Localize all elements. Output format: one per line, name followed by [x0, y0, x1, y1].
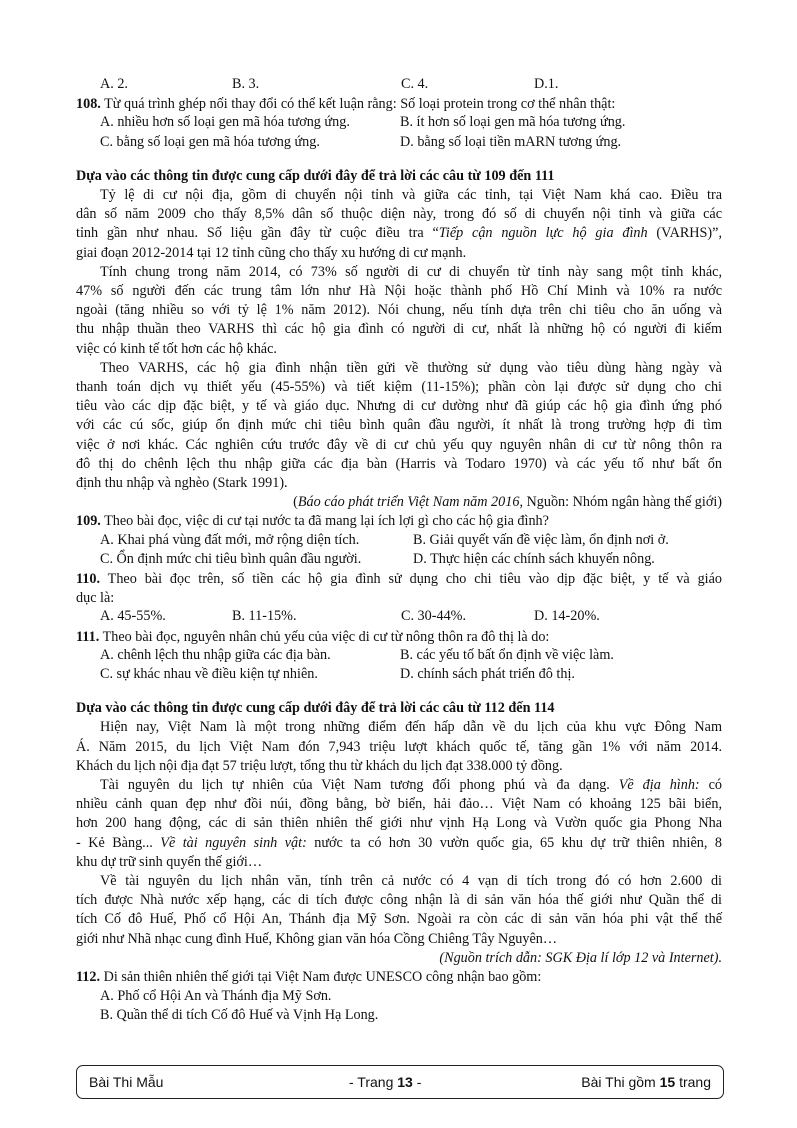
- q109-option-d[interactable]: D. Thực hiện các chính sách khuyến nông.: [413, 550, 655, 567]
- q107-options: [76, 76, 722, 95]
- q109-stem: [76, 512, 722, 531]
- passage1-line: Tỷ lệ di cư nội địa, gồm di chuyển nội tỉnh và giữa các tỉnh, tại Việt Nam khá cao. Điều tra: [100, 186, 722, 203]
- q110-option-d[interactable]: D. 14-20%.: [534, 608, 600, 625]
- section2-source: [76, 949, 722, 968]
- passage1-line: việc có kinh tế tốt hơn các hộ khác.: [76, 340, 277, 357]
- q107-option-b[interactable]: B. 3.: [232, 76, 260, 92]
- passage1-line: thu nhập thuần theo VARHS thì các hộ gia đình có người di cư, nhất là những hộ có người đi kiếm: [76, 321, 722, 338]
- section2-passage: [76, 718, 722, 968]
- topic-label: Về tài nguyên sinh vật:: [160, 834, 307, 851]
- passage2-line: tích Cố đô Huế, Phố cổ Hội An, Thánh địa Mỹ Sơn. Ngoài ra còn các di sản văn hóa phi vật thể thế: [76, 911, 722, 928]
- text-span: có: [699, 776, 722, 793]
- q109-option-a[interactable]: A. Khai phá vùng đất mới, mở rộng diện tích.: [100, 531, 360, 548]
- q110-stem: [76, 570, 722, 589]
- q107-option-a[interactable]: A. 2.: [100, 76, 128, 92]
- passage1-line: thanh toán dịch vụ thiết yếu (45-55%) và tiết kiệm (11-15%); phần còn lại được sử dụng cho chi: [76, 379, 722, 395]
- text-span: Tài nguyên du lịch tự nhiên của Việt Nam tương đối phong phú và đa dạng.: [100, 776, 619, 793]
- passage1-line: Tính chung trong năm 2014, có 73% số người di cư di chuyển từ tỉnh này sang một tỉnh khác,: [100, 263, 722, 280]
- text-span: Bài Thi gồm: [581, 1074, 660, 1090]
- passage2-line: Khách du lịch nội địa đạt 57 triệu lượt, tổng thu từ khách du lịch đạt 338.000 tỷ đồng.: [76, 757, 563, 774]
- q108-option-b[interactable]: B. ít hơn số loại gen mã hóa tương ứng.: [400, 114, 626, 131]
- text-span: , Nguồn: Nhóm ngân hàng thế giới): [519, 494, 722, 511]
- exam-page: [76, 76, 722, 1026]
- source-title: Báo cáo phát triển Việt Nam năm 2016: [297, 494, 520, 511]
- q109-text: Theo bài đọc, việc di cư tại nước ta đã mang lại ích lợi gì cho các hộ gia đình?: [104, 513, 549, 530]
- passage1-line: 47% số người đến các trung tâm lớn như Hà Nội hoặc thành phố Hồ Chí Minh và 10% ra nước: [76, 282, 722, 299]
- text-span: (: [293, 494, 298, 511]
- passage1-line: việc ở nơi khác. Các nghiên cứu trước đây về di cư chủ yếu quy nguyên nhân di cư từ nông thôn ra: [76, 436, 722, 453]
- text-span: nước ta có hơn 30 vườn quốc gia, 65 khu dự trữ thiên nhiên, 8: [306, 834, 722, 851]
- q110-number: 110.: [76, 571, 101, 587]
- passage2-line: khu dự trữ sinh quyển thế giới…: [76, 853, 263, 870]
- q111-stem: [76, 628, 722, 647]
- footer-exam-title: Bài Thi Mẫu: [89, 1074, 164, 1090]
- total-pages: 15: [659, 1074, 676, 1090]
- page-footer: [76, 1065, 724, 1099]
- passage1-line: Theo VARHS, các hộ gia đình nhận tiền gửi về thường sử dụng vào tiêu dùng hàng ngày và: [100, 359, 722, 376]
- text-span: tỉnh gần như nhau. Số liệu gần đây từ cuộc điều tra “: [76, 225, 439, 242]
- passage1-line: [76, 224, 722, 243]
- text-span: - Trang: [349, 1074, 398, 1090]
- footer-total-pages: [581, 1074, 711, 1090]
- q112-number: 112.: [76, 969, 101, 986]
- passage2-line: [76, 834, 722, 853]
- q109-option-b[interactable]: B. Giải quyết vấn đề việc làm, ổn định nơi ở.: [413, 531, 669, 548]
- passage2-line: Á. Năm 2015, du lịch Việt Nam đón 7,943 triệu lượt khách quốc tế, tăng gần 1% với năm 2014.: [76, 738, 722, 755]
- passage1-line: tiêu vào các dịp đặc biệt, y tế và giáo dục. Nhưng di cư dường như đã giúp các hộ gia đình ứng phó: [76, 398, 722, 415]
- q111-options-row2: [76, 666, 722, 685]
- section2-heading: Dựa vào các thông tin được cung cấp dưới đây để trả lời các câu từ 112 đến 114: [76, 700, 555, 717]
- current-page: 13: [397, 1074, 413, 1090]
- q108-option-c[interactable]: C. bằng số loại gen mã hóa tương ứng.: [100, 133, 320, 150]
- q112-text: Di sản thiên nhiên thế giới tại Việt Nam được UNESCO công nhận bao gồm:: [103, 969, 542, 986]
- text-span: trang: [675, 1074, 711, 1090]
- passage1-line: với các cú sốc, giúp ổn định mức chi tiêu bình quân đầu người, ít nhất là trong trường hợp đi tìm: [76, 417, 722, 434]
- topic-label: Về địa hình:: [618, 776, 700, 793]
- q112-stem: [76, 968, 722, 987]
- passage1-line: ngoài (tăng nhiều so với tỷ lệ 1% năm 2012). Nói chung, nếu tính dựa trên chi tiêu cho ăn uống và: [76, 302, 722, 319]
- passage1-line: dân số năm 2009 cho thấy 8,5% dân số thuộc diện này, trong đó số di chuyển nội tỉnh và giữa các: [76, 206, 722, 223]
- q110-option-a[interactable]: A. 45-55%.: [100, 608, 166, 625]
- q111-text: Theo bài đọc, nguyên nhân chủ yếu của việc di cư từ nông thôn ra đô thị là do:: [102, 628, 550, 645]
- q108-option-a[interactable]: A. nhiều hơn số loại gen mã hóa tương ứng.: [100, 114, 350, 131]
- text-span: -: [412, 1074, 422, 1090]
- passage1-line: giai đoạn 2012-2014 tại 12 tỉnh cũng cho thấy xu hướng di cư mạnh.: [76, 244, 467, 261]
- q108-options-row1: [76, 114, 722, 133]
- q109-options-row1: [76, 532, 722, 551]
- text-span: (VARHS)”,: [647, 225, 722, 242]
- passage2-line: Hiện nay, Việt Nam là một trong những điểm đến hấp dẫn về du lịch của khu vực Đông Nam: [100, 719, 722, 736]
- passage2-line: hơn 200 hang động, các di sản thiên nhiên thế giới như vịnh Hạ Long và Vườn quốc gia Phong Nha: [76, 815, 722, 832]
- survey-name: Tiếp cận nguồn lực hộ gia đình: [438, 225, 648, 242]
- q109-option-c[interactable]: C. Ổn định mức chi tiêu bình quân đầu người.: [100, 550, 362, 567]
- footer-page-number: [349, 1074, 421, 1090]
- section1-heading: Dựa vào các thông tin được cung cấp dưới đây để trả lời các câu từ 109 đến 111: [76, 167, 555, 184]
- q110-option-b[interactable]: B. 11-15%.: [232, 608, 297, 625]
- q108-number: 108.: [76, 96, 101, 113]
- q107-option-c[interactable]: C. 4.: [401, 76, 429, 92]
- q108-option-d[interactable]: D. bằng số loại tiền mARN tương ứng.: [400, 133, 622, 150]
- q111-options-row1: [76, 647, 722, 666]
- q109-options-row2: [76, 551, 722, 570]
- q110-options: [76, 608, 722, 627]
- q108-options-row2: [76, 134, 722, 153]
- q111-option-d[interactable]: D. chính sách phát triển đô thị.: [400, 665, 575, 682]
- section1-source: [76, 493, 722, 512]
- q110-text: Theo bài đọc trên, số tiền các hộ gia đình sử dụng cho chi tiêu vào dịp đặc biệt, y tế và giáo: [107, 571, 722, 587]
- q109-number: 109.: [76, 513, 101, 530]
- passage1-line: định thu nhập và nghèo (Stark 1991).: [76, 475, 288, 492]
- q111-option-b[interactable]: B. các yếu tố bất ổn định về việc làm.: [400, 646, 614, 663]
- text-span: - Kẻ Bàng...: [76, 834, 161, 851]
- source-text: (Nguồn trích dẫn: SGK Địa lí lớp 12 và Internet).: [439, 949, 722, 966]
- passage2-line: tích được Nhà nước xếp hạng, các di tích được công nhận là di sản văn hóa thế giới như Quần thể di: [76, 892, 722, 909]
- section1-passage: [76, 186, 722, 512]
- q112-option-a[interactable]: A. Phố cổ Hội An và Thánh địa Mỹ Sơn.: [100, 988, 332, 1005]
- q111-option-c[interactable]: C. sự khác nhau về điều kiện tự nhiên.: [100, 665, 318, 682]
- q108-stem: [76, 95, 722, 114]
- q108-text: Từ quá trình ghép nối thay đổi có thể kết luận rằng: Số loại protein trong cơ thể nhân thật:: [104, 96, 616, 113]
- passage2-line: [76, 776, 722, 795]
- passage2-line: giới như Nhã nhạc cung đình Huế, Không gian văn hóa Cồng Chiêng Tây Nguyên…: [76, 930, 558, 947]
- passage2-line: nhiều cảnh quan đẹp như đồi núi, đồng bằng, bờ biển, hải đảo… Việt Nam có khoảng 125 bãi biển,: [76, 796, 722, 813]
- q107-option-d[interactable]: D.1.: [534, 76, 559, 92]
- passage2-line: Về tài nguyên du lịch nhân văn, tính trên cả nước có 4 vạn di tích trong đó có hơn 2.600 di: [100, 873, 722, 889]
- q110-option-c[interactable]: C. 30-44%.: [401, 608, 467, 625]
- q111-option-a[interactable]: A. chênh lệch thu nhập giữa các địa bàn.: [100, 646, 331, 663]
- q112-option-b[interactable]: B. Quần thể di tích Cố đô Huế và Vịnh Hạ Long.: [100, 1007, 379, 1024]
- q110-text-cont: dục là:: [76, 590, 115, 607]
- passage1-line: đô thị do chênh lệch thu nhập giữa các địa bàn (Harris và Todaro 1970) và các yếu tố như bất ổn: [76, 455, 722, 472]
- q111-number: 111.: [76, 628, 100, 645]
